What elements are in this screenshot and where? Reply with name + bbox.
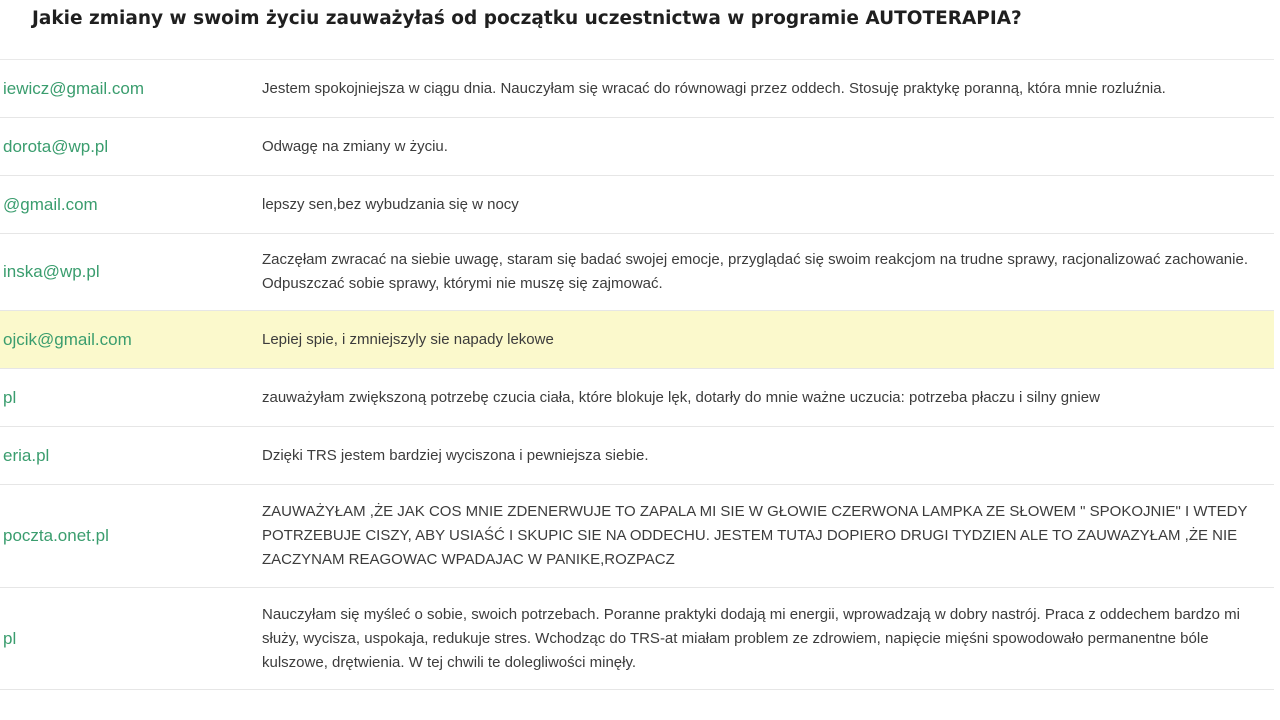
response-text: Zaczęłam zwracać na siebie uwagę, staram się badać swojej emocje, przyglądać się swoim reakcjom na trudne sprawy, racjonalizować zachowanie. Odpuszczać sobie sprawy, którymi nie muszę się zajmować. [262,251,1248,292]
respondent-email[interactable]: pl [3,628,17,648]
response-text: ZAUWAŻYŁAM ,ŻE JAK COS MNIE ZDENERWUJE TO ZAPALA MI SIE W GŁOWIE CZERWONA LAMPKA ZE SŁOWEM " SPOKOJNIE" I WTEDY POTRZEBUJE CISZY, ABY USIAŚĆ I SKUPIC SIE NA ODDECHU. JESTEM TUTAJ DOPIERO DRUGI TYDZIEN ALE TO ZAUWAZYŁAM ,ŻE NIE ZACZYNAM REAGOWAC WPADAJAC W PANIKE,ROZPACZ [262,503,1248,568]
response-row [0,176,1274,234]
respondent-email[interactable]: pl [3,387,17,407]
response-row [0,369,1274,427]
respondent-email[interactable]: dorota@wp.pl [3,136,109,156]
response-text: Jestem spokojniejsza w ciągu dnia. Nauczyłam się wracać do równowagi przez oddech. Stosuję praktykę poranną, która mnie rozluźnia. [262,79,1166,97]
response-text: Lepiej spie, i zmniejszyly sie napady lekowe [262,330,554,348]
respondent-email[interactable]: @gmail.com [3,194,98,214]
response-row [0,485,1274,588]
response-row [0,588,1274,690]
respondent-email[interactable]: iewicz@gmail.com [3,78,145,98]
response-text: Nauczyłam się myśleć o sobie, swoich potrzebach. Poranne praktyki dodają mi energii, wprowadzają w dobry nastrój. Praca z oddechem bardzo mi służy, wycisza, uspokaja, redukuje stres. Wchodząc do TRS-at miałam problem ze zdrowiem, napięcie mięśni spowodowało permanentne bóle kulszowe, drętwienia. W tej chwili te dolegliwości minęły. [262,605,1240,671]
response-text: lepszy sen,bez wybudzania się w nocy [262,195,519,213]
response-text: zauważyłam zwiększoną potrzebę czucia ciała, które blokuje lęk, dotarły do mnie ważne uczucia: potrzeba płaczu i silny gniew [262,388,1100,406]
response-row-highlighted [0,311,1274,369]
response-row [0,234,1274,311]
respondent-email[interactable]: inska@wp.pl [3,262,100,281]
respondent-email[interactable]: poczta.onet.pl [3,526,109,545]
response-row [0,118,1274,176]
response-row [0,427,1274,485]
response-row [0,60,1274,118]
responses-table [0,59,1274,690]
response-text: Odwagę na zmiany w życiu. [262,137,448,155]
respondent-email[interactable]: eria.pl [3,445,50,465]
respondent-email[interactable]: ojcik@gmail.com [3,329,132,349]
survey-question-title: Jakie zmiany w swoim życiu zauważyłaś od początku uczestnictwa w programie AUTOTERAPIA? [32,8,1022,29]
response-text: Dzięki TRS jestem bardziej wyciszona i pewniejsza siebie. [262,446,649,464]
